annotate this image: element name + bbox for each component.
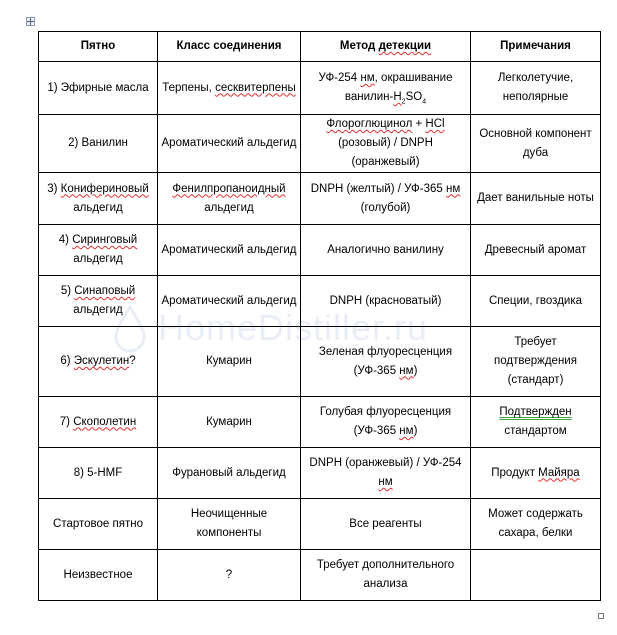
cell-method: Требует дополнительного анализа — [301, 550, 471, 601]
cell-class: Кумарин — [158, 327, 301, 397]
table-row — [39, 115, 601, 173]
cell-class: Ароматический альдегид — [158, 276, 301, 327]
cell-class: Терпены, сесквитерпены — [158, 62, 301, 115]
cell-notes: Дает ванильные ноты — [471, 173, 601, 225]
table-row — [39, 173, 601, 225]
cell-class: ? — [158, 550, 301, 601]
header-compound-class: Класс соединения — [158, 32, 301, 62]
cell-class: Кумарин — [158, 397, 301, 448]
table-row — [39, 448, 601, 499]
cell-class: Неочищенные компоненты — [158, 499, 301, 550]
cell-method: Аналогично ванилину — [301, 225, 471, 276]
header-notes: Примечания — [471, 32, 601, 62]
table-row — [39, 397, 601, 448]
cell-notes: Требует подтверждения (стандарт) — [471, 327, 601, 397]
cell-notes: Основной компонент дуба — [471, 115, 601, 173]
table-row — [39, 499, 601, 550]
table-row — [39, 225, 601, 276]
cell-spot: Стартовое пятно — [39, 499, 158, 550]
detection-table — [38, 31, 601, 601]
cell-notes — [471, 550, 601, 601]
move-cross-icon — [27, 18, 34, 25]
cell-notes: Древесный аромат — [471, 225, 601, 276]
cell-class: Фурановый альдегид — [158, 448, 301, 499]
cell-class: Ароматический альдегид — [158, 225, 301, 276]
header-spot: Пятно — [39, 32, 158, 62]
cell-spot: 4) Сиринговый альдегид — [39, 225, 158, 276]
cell-notes: Легколетучие, неполярные — [471, 62, 601, 115]
cell-spot: 8) 5-HMF — [39, 448, 158, 499]
cell-notes: Может содержать сахара, белки — [471, 499, 601, 550]
header-row — [39, 32, 601, 62]
cell-class: Фенилпропаноидный альдегид — [158, 173, 301, 225]
table-row — [39, 62, 601, 115]
cell-notes: Продукт Майяра — [471, 448, 601, 499]
cell-method: DNPH (красноватый) — [301, 276, 471, 327]
table-move-handle[interactable] — [26, 17, 35, 26]
table-row — [39, 550, 601, 601]
cell-method: Флороглюцинол + HCl (розовый) / DNPH (оранжевый) — [301, 115, 471, 173]
watermark-text: HomeDistiller.ru — [158, 307, 429, 348]
cell-spot: 7) Скополетин — [39, 397, 158, 448]
cell-spot: 2) Ванилин — [39, 115, 158, 173]
header-detection-method: Метод детекции — [301, 32, 471, 62]
cell-method: Все реагенты — [301, 499, 471, 550]
cell-spot: Неизвестное — [39, 550, 158, 601]
cell-spot: 5) Синаповый альдегид — [39, 276, 158, 327]
cell-spot: 6) Эскулетин? — [39, 327, 158, 397]
cell-class: Ароматический альдегид — [158, 115, 301, 173]
table-row — [39, 276, 601, 327]
cell-method: Голубая флуоресценция (УФ-365 нм) — [301, 397, 471, 448]
cell-method: DNPH (желтый) / УФ-365 нм (голубой) — [301, 173, 471, 225]
cell-notes: Подтвержден стандартом — [471, 397, 601, 448]
table-resize-handle[interactable] — [598, 613, 604, 619]
cell-spot: 3) Конифериновый альдегид — [39, 173, 158, 225]
table-row — [39, 327, 601, 397]
cell-notes: Специи, гвоздика — [471, 276, 601, 327]
cell-method: DNPH (оранжевый) / УФ-254 нм — [301, 448, 471, 499]
cell-method: Зеленая флуоресценция (УФ-365 нм) — [301, 327, 471, 397]
cell-method: УФ-254 нм, окрашивание ванилин-$H_2SO_4$ — [301, 62, 471, 115]
cell-spot: 1) Эфирные масла — [39, 62, 158, 115]
